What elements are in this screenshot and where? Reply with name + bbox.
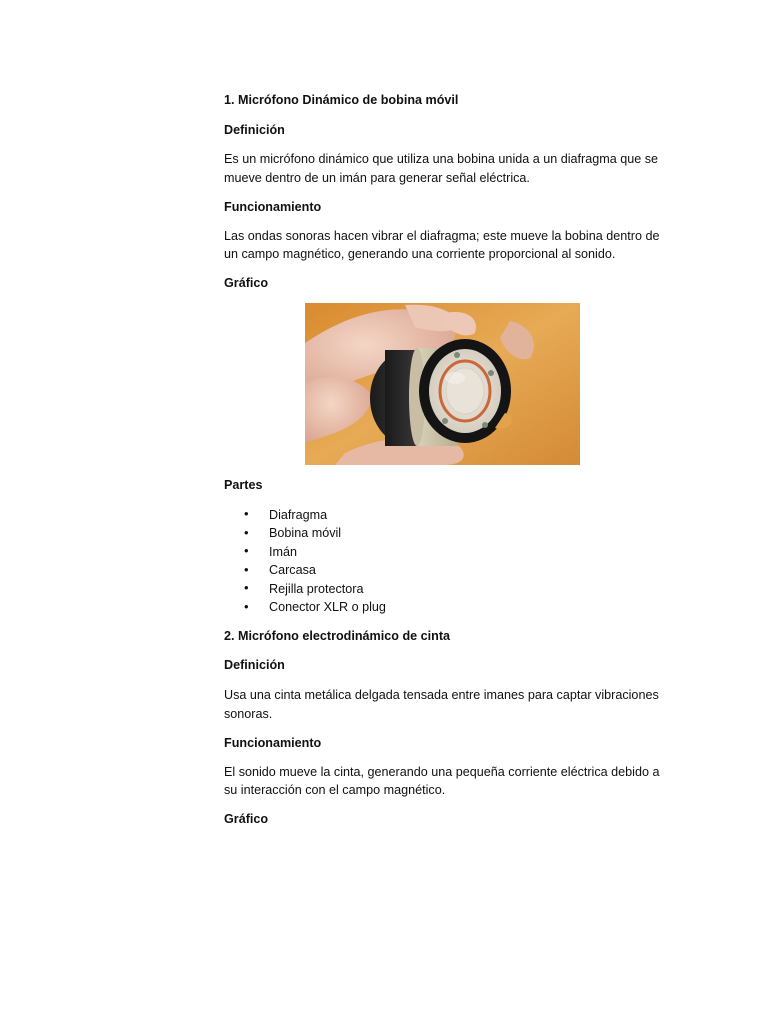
section-1-function-heading: Funcionamiento [224, 200, 322, 214]
section-1-function-line-2: un campo magnético, generando una corriente proporcional al sonido. [224, 247, 616, 261]
part-label: Carcasa [269, 563, 316, 577]
section-1-function-line-1: Las ondas sonoras hacen vibrar el diafragma; este mueve la bobina dentro de [224, 229, 660, 243]
section-2-function-line-2: su interacción con el campo magnético. [224, 783, 446, 797]
bullet-icon: • [244, 506, 249, 521]
part-label: Diafragma [269, 508, 328, 522]
section-2-definition-line-1: Usa una cinta metálica delgada tensada entre imanes para captar vibraciones [224, 688, 659, 702]
section-1-definition-heading: Definición [224, 123, 285, 137]
part-label: Bobina móvil [269, 526, 342, 540]
bullet-icon: • [244, 562, 249, 577]
section-1-definition-line-2: mueve dentro de un imán para generar señal eléctrica. [224, 171, 530, 185]
bullet-icon: • [244, 580, 249, 595]
bullet-icon: • [244, 599, 249, 614]
section-1-title: 1. Micrófono Dinámico de bobina móvil [224, 93, 459, 107]
part-label: Imán [269, 545, 297, 559]
bullet-icon: • [244, 543, 249, 558]
section-2-graphic-heading: Gráfico [224, 812, 269, 826]
section-2-title: 2. Micrófono electrodinámico de cinta [224, 629, 451, 643]
microphone-capsule-photo [305, 303, 580, 465]
section-1-graphic-heading: Gráfico [224, 276, 269, 290]
bullet-icon: • [244, 525, 249, 540]
section-2-definition-heading: Definición [224, 658, 285, 672]
section-2-function-line-1: El sonido mueve la cinta, generando una pequeña corriente eléctrica debido a [224, 765, 660, 779]
part-label: Conector XLR o plug [269, 600, 386, 614]
section-1-definition-line-1: Es un micrófono dinámico que utiliza una bobina unida a un diafragma que se [224, 152, 659, 166]
section-2-function-heading: Funcionamiento [224, 736, 322, 750]
section-2-definition-line-2: sonoras. [224, 707, 273, 721]
part-label: Rejilla protectora [269, 582, 364, 596]
section-1-parts-heading: Partes [224, 478, 263, 492]
